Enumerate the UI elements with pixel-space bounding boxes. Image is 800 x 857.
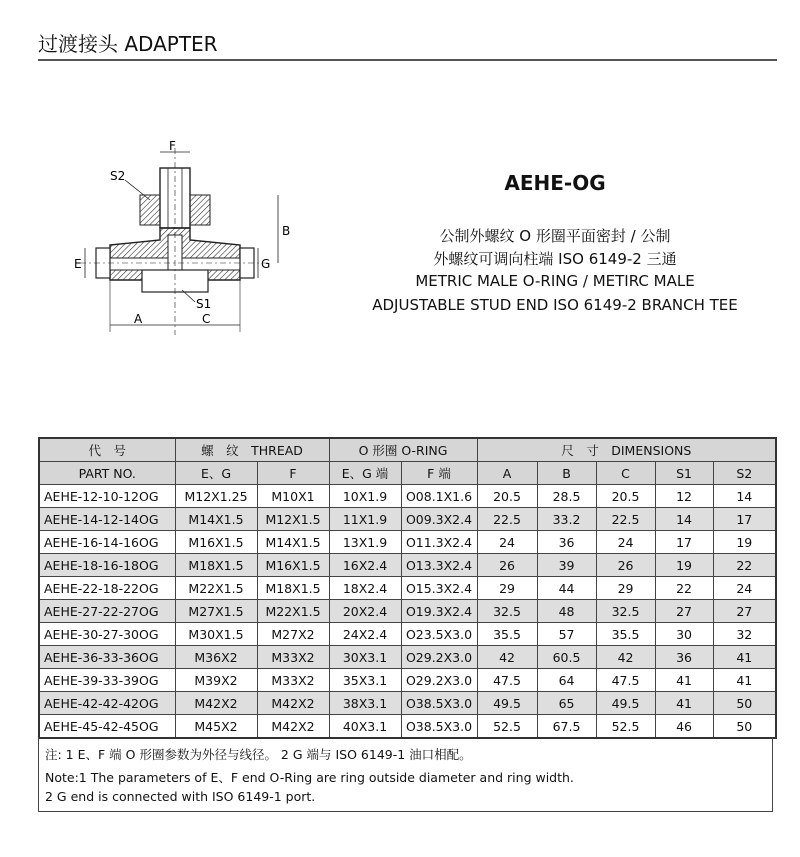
table-cell: M33X2 xyxy=(257,669,329,692)
table-cell: 65 xyxy=(537,692,596,715)
description-en-line-2: ADJUSTABLE STUD END ISO 6149-2 BRANCH TEE xyxy=(372,296,738,314)
table-cell: 52.5 xyxy=(596,715,655,739)
table-cell: 22.5 xyxy=(477,508,537,531)
table-cell: 33.2 xyxy=(537,508,596,531)
table-cell: 35.5 xyxy=(596,623,655,646)
dim-label-a: A xyxy=(134,312,143,326)
table-cell: 47.5 xyxy=(596,669,655,692)
header-thread: 螺 纹 THREAD xyxy=(175,438,329,462)
part-number-cell: AEHE-27-22-27OG xyxy=(39,600,175,623)
table-cell: 17 xyxy=(655,531,713,554)
table-cell: 32 xyxy=(713,623,776,646)
table-cell: 30X3.1 xyxy=(329,646,401,669)
table-cell: 24X2.4 xyxy=(329,623,401,646)
table-row xyxy=(39,669,776,692)
table-cell: M27X1.5 xyxy=(175,600,257,623)
table-cell: M16X1.5 xyxy=(175,531,257,554)
table-cell: O13.3X2.4 xyxy=(401,554,477,577)
table-cell: 41 xyxy=(655,692,713,715)
column-header: PART NO. xyxy=(39,462,175,485)
table-cell: 30 xyxy=(655,623,713,646)
table-cell: 44 xyxy=(537,577,596,600)
table-cell: 29 xyxy=(477,577,537,600)
table-cell: 28.5 xyxy=(537,485,596,508)
table-cell: 12 xyxy=(655,485,713,508)
table-row xyxy=(39,715,776,739)
table-cell: M14X1.5 xyxy=(175,508,257,531)
table-cell: M27X2 xyxy=(257,623,329,646)
table-cell: M10X1 xyxy=(257,485,329,508)
part-number-cell: AEHE-22-18-22OG xyxy=(39,577,175,600)
table-cell: 50 xyxy=(713,715,776,739)
table-cell: 22.5 xyxy=(596,508,655,531)
table-cell: 32.5 xyxy=(477,600,537,623)
table-cell: M22X1.5 xyxy=(175,577,257,600)
table-cell: 22 xyxy=(713,554,776,577)
table-cell: 46 xyxy=(655,715,713,739)
dim-label-s2: S2 xyxy=(110,169,126,183)
table-cell: M39X2 xyxy=(175,669,257,692)
table-cell: 36 xyxy=(537,531,596,554)
table-cell: 40X3.1 xyxy=(329,715,401,739)
note-cn: 注: 1 E、F 端 O 形圈参数为外径与线径。 2 G 端与 ISO 6149-1 油口相配。 xyxy=(45,747,472,762)
table-cell: 27 xyxy=(655,600,713,623)
column-header: F xyxy=(257,462,329,485)
table-cell: 36 xyxy=(655,646,713,669)
table-row xyxy=(39,646,776,669)
table-cell: 24 xyxy=(477,531,537,554)
title-divider xyxy=(38,59,777,61)
table-cell: 19 xyxy=(655,554,713,577)
table-cell: 20.5 xyxy=(477,485,537,508)
table-cell: 47.5 xyxy=(477,669,537,692)
part-number-cell: AEHE-30-27-30OG xyxy=(39,623,175,646)
table-row xyxy=(39,554,776,577)
table-cell: M22X1.5 xyxy=(257,600,329,623)
table-row xyxy=(39,692,776,715)
table-cell: 26 xyxy=(477,554,537,577)
table-cell: 20.5 xyxy=(596,485,655,508)
column-header: S1 xyxy=(655,462,713,485)
table-cell: 24 xyxy=(713,577,776,600)
table-cell: 67.5 xyxy=(537,715,596,739)
part-number-cell: AEHE-36-33-36OG xyxy=(39,646,175,669)
table-row xyxy=(39,485,776,508)
note-en-2: 2 G end is connected with ISO 6149-1 port. xyxy=(45,789,316,804)
table-cell: O38.5X3.0 xyxy=(401,692,477,715)
page-title: 过渡接头 ADAPTER xyxy=(38,32,218,56)
column-header: E、G xyxy=(175,462,257,485)
header-row-2 xyxy=(39,462,776,485)
table-cell: 32.5 xyxy=(596,600,655,623)
column-header: B xyxy=(537,462,596,485)
table-cell: 38X3.1 xyxy=(329,692,401,715)
table-cell: 22 xyxy=(655,577,713,600)
table-cell: 49.5 xyxy=(477,692,537,715)
table-cell: O09.3X2.4 xyxy=(401,508,477,531)
header-dimensions: 尺 寸 DIMENSIONS xyxy=(477,438,776,462)
table-cell: 42 xyxy=(596,646,655,669)
table-cell: 41 xyxy=(713,669,776,692)
table-cell: O11.3X2.4 xyxy=(401,531,477,554)
dim-label-e: E xyxy=(74,257,82,271)
dim-label-s1: S1 xyxy=(196,297,212,311)
table-cell: 18X2.4 xyxy=(329,577,401,600)
table-cell: 27 xyxy=(713,600,776,623)
description-cn-line-2: 外螺纹可调向柱端 ISO 6149-2 三通 xyxy=(433,250,677,268)
table-cell: M42X2 xyxy=(257,715,329,739)
part-number-cell: AEHE-39-33-39OG xyxy=(39,669,175,692)
table-cell: M42X2 xyxy=(257,692,329,715)
table-cell: 14 xyxy=(655,508,713,531)
table-cell: 10X1.9 xyxy=(329,485,401,508)
table-cell: M12X1.5 xyxy=(257,508,329,531)
specification-table xyxy=(38,437,777,739)
column-header: F 端 xyxy=(401,462,477,485)
table-cell: 50 xyxy=(713,692,776,715)
part-number-cell: AEHE-14-12-14OG xyxy=(39,508,175,531)
table-cell: O15.3X2.4 xyxy=(401,577,477,600)
table-cell: M18X1.5 xyxy=(175,554,257,577)
table-cell: O19.3X2.4 xyxy=(401,600,477,623)
column-header: C xyxy=(596,462,655,485)
table-cell: 17 xyxy=(713,508,776,531)
table-cell: 52.5 xyxy=(477,715,537,739)
table-cell: 26 xyxy=(596,554,655,577)
table-cell: 19 xyxy=(713,531,776,554)
table-cell: 24 xyxy=(596,531,655,554)
dim-label-c: C xyxy=(202,312,211,326)
table-cell: 35.5 xyxy=(477,623,537,646)
table-cell: 11X1.9 xyxy=(329,508,401,531)
column-header: S2 xyxy=(713,462,776,485)
notes-box xyxy=(38,737,773,812)
table-cell: 13X1.9 xyxy=(329,531,401,554)
product-code: AEHE-OG xyxy=(504,171,606,195)
table-cell: 16X2.4 xyxy=(329,554,401,577)
table-row xyxy=(39,600,776,623)
table-cell: 57 xyxy=(537,623,596,646)
dim-label-g: G xyxy=(261,257,271,271)
part-number-cell: AEHE-18-16-18OG xyxy=(39,554,175,577)
table-row xyxy=(39,508,776,531)
table-cell: M18X1.5 xyxy=(257,577,329,600)
part-number-cell: AEHE-42-42-42OG xyxy=(39,692,175,715)
table-cell: M14X1.5 xyxy=(257,531,329,554)
part-number-cell: AEHE-16-14-16OG xyxy=(39,531,175,554)
table-cell: M30X1.5 xyxy=(175,623,257,646)
table-cell: 20X2.4 xyxy=(329,600,401,623)
column-header: E、G 端 xyxy=(329,462,401,485)
table-cell: 14 xyxy=(713,485,776,508)
header-oring: O 形圈 O-RING xyxy=(329,438,477,462)
table-cell: M42X2 xyxy=(175,692,257,715)
table-cell: 35X3.1 xyxy=(329,669,401,692)
table-cell: O23.5X3.0 xyxy=(401,623,477,646)
table-cell: M36X2 xyxy=(175,646,257,669)
table-cell: 39 xyxy=(537,554,596,577)
column-header: A xyxy=(477,462,537,485)
table-cell: 29 xyxy=(596,577,655,600)
table-cell: M12X1.25 xyxy=(175,485,257,508)
table-cell: M33X2 xyxy=(257,646,329,669)
table-cell: O29.2X3.0 xyxy=(401,669,477,692)
table-cell: 41 xyxy=(713,646,776,669)
branch-tee-drawing xyxy=(70,140,310,340)
table-cell: M45X2 xyxy=(175,715,257,739)
dim-label-f: F xyxy=(169,140,176,153)
part-number-cell: AEHE-45-42-45OG xyxy=(39,715,175,739)
description-en-line-1: METRIC MALE O-RING / METIRC MALE xyxy=(415,272,695,290)
table-cell: O29.2X3.0 xyxy=(401,646,477,669)
note-en-1: Note:1 The parameters of E、F end O-Ring are ring outside diameter and ring width. xyxy=(45,770,574,785)
table-cell: 41 xyxy=(655,669,713,692)
table-cell: O08.1X1.6 xyxy=(401,485,477,508)
table-cell: 64 xyxy=(537,669,596,692)
table-body xyxy=(39,485,776,739)
header-row-1 xyxy=(39,438,776,462)
table-row xyxy=(39,623,776,646)
header-code: 代 号 xyxy=(39,438,175,462)
table-cell: 60.5 xyxy=(537,646,596,669)
description-cn-line-1: 公制外螺纹 O 形圈平面密封 / 公制 xyxy=(439,227,671,245)
table-cell: 48 xyxy=(537,600,596,623)
table-cell: M16X1.5 xyxy=(257,554,329,577)
part-number-cell: AEHE-12-10-12OG xyxy=(39,485,175,508)
table-cell: O38.5X3.0 xyxy=(401,715,477,739)
table-cell: 49.5 xyxy=(596,692,655,715)
dim-label-b: B xyxy=(282,224,291,238)
table-row xyxy=(39,531,776,554)
table-row xyxy=(39,577,776,600)
table-cell: 42 xyxy=(477,646,537,669)
